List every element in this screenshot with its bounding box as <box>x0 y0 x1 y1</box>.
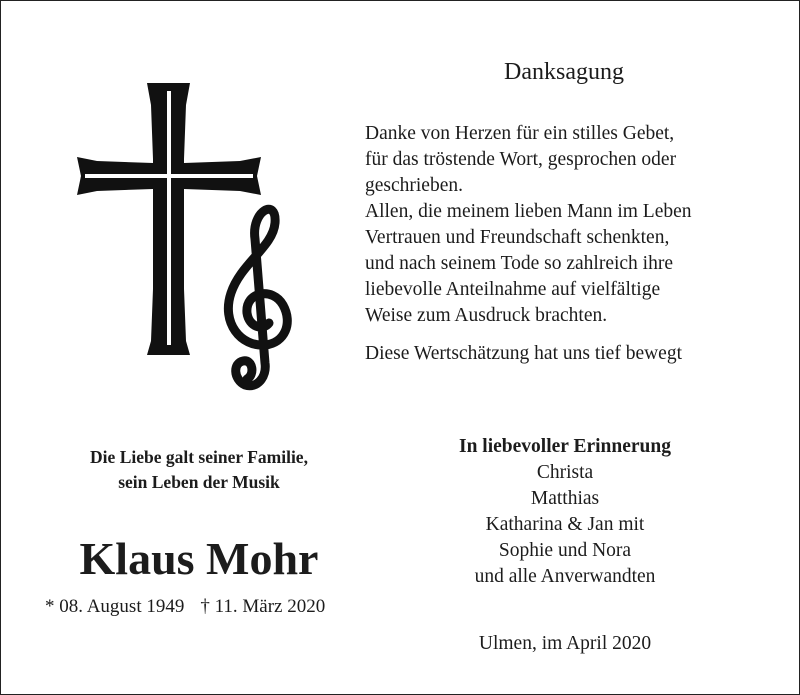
thanks-line: liebevolle Anteilnahme auf vielfältige <box>365 279 661 300</box>
thanks-line: geschrieben. <box>365 175 463 196</box>
thanks-line: und nach seinem Tode so zahlreich ihre <box>365 253 674 274</box>
thanks-line: Allen, die meinem lieben Mann im Leben <box>365 201 692 222</box>
motto <box>41 445 357 495</box>
treble-clef-icon <box>228 209 287 386</box>
thanks-text <box>365 121 785 329</box>
birth-date: * 08. August 1949 <box>45 596 185 617</box>
cross-with-treble-clef-emblem <box>71 79 301 399</box>
cross-icon <box>77 83 261 355</box>
closing-line: Diese Wertschätzung hat uns tief bewegt <box>365 343 683 364</box>
mourners <box>421 434 709 590</box>
mourner-name: und alle Anverwandten <box>474 566 656 587</box>
mourner-name: Katharina & Jan mit <box>485 514 645 535</box>
mourners-lead: In liebevoller Erinnerung <box>459 436 671 457</box>
death-date: † 11. März 2020 <box>200 596 326 617</box>
mourner-name: Christa <box>536 462 594 483</box>
thanks-line: Weise zum Ausdruck brachten. <box>365 305 608 326</box>
thanks-line: für das tröstende Wort, gesprochen oder <box>365 149 677 170</box>
mourner-name: Matthias <box>530 488 600 509</box>
mourner-name: Sophie und Nora <box>498 540 632 561</box>
deceased-name: Klaus Mohr <box>79 533 319 584</box>
motto-line: Die Liebe galt seiner Familie, <box>90 447 308 467</box>
place-date: Ulmen, im April 2020 <box>478 633 652 654</box>
heading: Danksagung <box>504 59 624 85</box>
life-dates <box>45 596 325 618</box>
motto-line: sein Leben der Musik <box>118 472 280 492</box>
thanks-line: Vertrauen und Freundschaft schenkten, <box>365 227 670 248</box>
thanks-line: Danke von Herzen für ein stilles Gebet, <box>365 123 675 144</box>
